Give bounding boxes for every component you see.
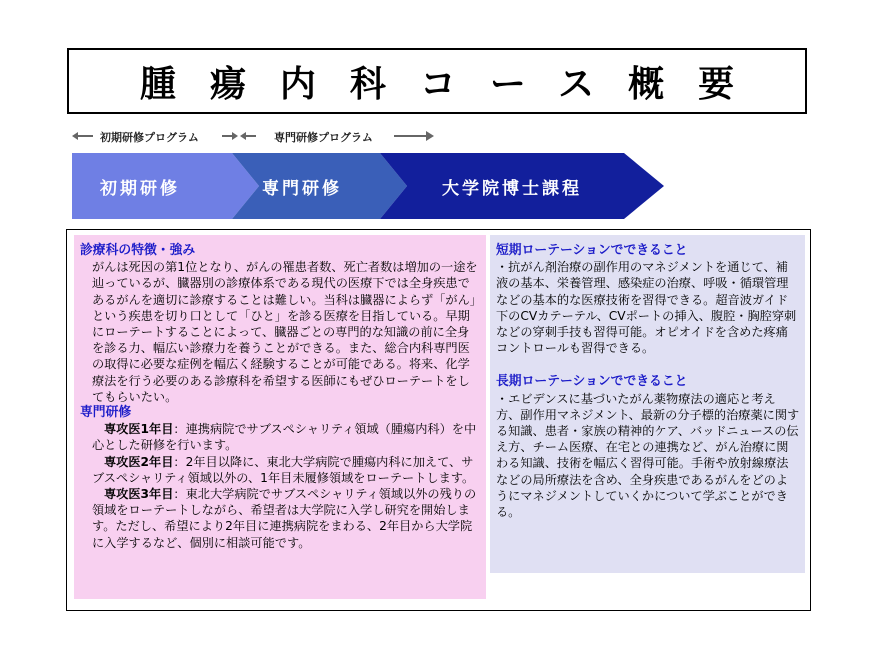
year1-block [80,421,478,453]
right-panel-content [496,243,800,520]
year1-text: ：連携病院でサブスペシャリティ領域（腫瘍内科）を中心とした研修を行います。 [92,422,477,453]
training-pathway-banner [72,153,664,219]
stage-initial-label: 初期研修 [100,178,180,199]
features-heading: 診療科の特徴・強み [80,243,196,258]
short-rotation-heading: 短期ローテーションでできること [496,243,688,258]
year2-label: 専攻医2年目 [104,454,174,469]
year3-label: 専攻医3年目 [104,487,174,502]
long-rotation-heading: 長期ローテーションでできること [496,374,688,390]
specialist-program-label: 専門研修プログラム [274,131,373,144]
stage-specialist-label: 専門研修 [262,178,342,199]
year3-block [80,486,478,551]
left-arrow-icon [72,131,94,141]
initial-program-label: 初期研修プログラム [100,131,199,144]
specialist-training-heading: 専門研修 [80,405,132,421]
page-title: 腫瘍内科コース概要 [139,63,769,105]
stage-graduate-label: 大学院博士課程 [442,178,582,199]
year3-text: ：東北大学病院でサブスペシャリティ領域以外の残りの領域をローテートしながら、希望者は大学院に入学し研究を開始します。ただし、希望により2年目に連携病院をまわる、2年目から大学院に入学するなど、個別に相談可能です。 [92,487,477,550]
double-arrow-icon [222,131,256,141]
year2-block [80,454,478,486]
year1-label: 専攻医1年目 [104,422,174,437]
right-arrow-icon [394,131,434,141]
short-rotation-paragraph: ・抗がん剤治療の副作用のマネジメントを通じて、補液の基本、栄養管理、感染症の治療、呼吸・循環管理などの基本的な医療技術を習得できる。超音波ガイド下のCVカテーテル、CVポートの挿入、腹腔・胸腔穿刺などの穿刺手技も習得可能。オピオイドを含めた疼痛コントロールも習得できる。 [496,260,797,356]
course-title-box [67,48,807,114]
year2-text: ：2年目以降に、東北大学病院で腫瘍内科に加えて、サブスペシャリティ領域以外の、1年目未履修領域をローテートします。 [92,454,475,485]
long-rotation-paragraph: ・エビデンスに基づいたがん薬物療法の適応と考え方、副作用マネジメント、最新の分子標的治療薬に関する知識、患者・家族の精神的ケア、バッドニュースの伝え方、チーム医療、在宅との連携など、がん治療に関わる知識、技術を幅広く習得可能。手術や放射線療法などの局所療法を含め、全身疾患であるがんをどのようにマネジメントしていくかについて学ぶことができる。 [496,391,800,520]
features-paragraph: がんは死因の第1位となり、がんの罹患者数、死亡者数は増加の一途を辿っているが、臓器別の診療体系である現代の医療下では全身疾患であるがんを適切に診療することは難しい。当科は臓器によらず「がん」という疾患を切り口として「ひと」を診る医療を目指している。早期にローテートすることによって、臓器ごとの専門的な知識の前に全身を診る力、幅広い診療力を養うことができる。また、総合内科専門医の取得に必要な症例を幅広く経験することが可能である。将来、化学療法を行う必要のある診療科を希望する医師にもぜひローテートをしてもらいたい。 [92,260,478,404]
left-panel-content [80,243,478,551]
